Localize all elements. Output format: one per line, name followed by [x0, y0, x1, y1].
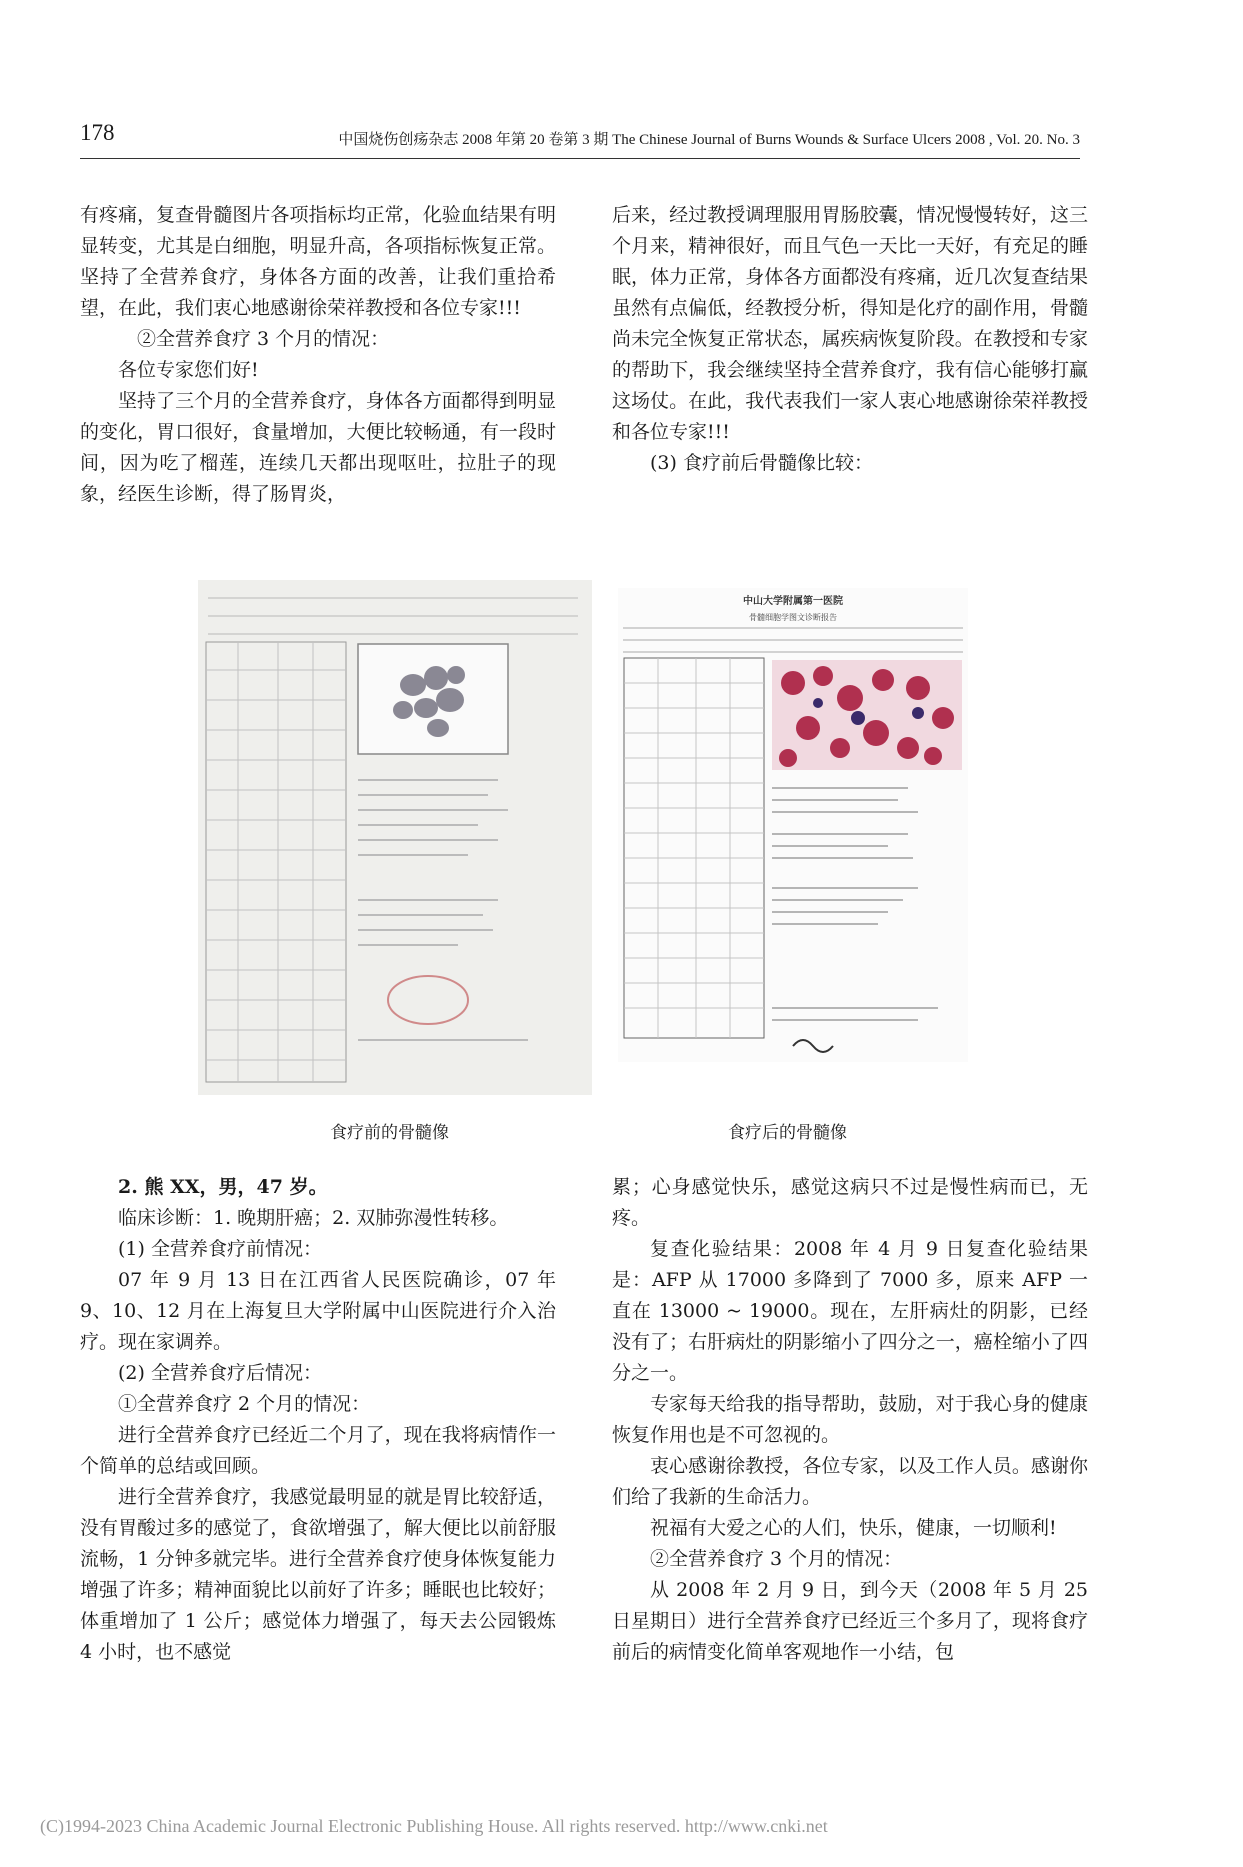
greeting: 各位专家您们好! — [118, 359, 259, 381]
subheading: ②全营养食疗 3 个月的情况： — [137, 328, 390, 350]
hospital-name: 中山大学附属第一医院 — [743, 596, 843, 607]
paragraph: 进行全营养食疗已经近二个月了，现在我将病情作一个简单的总结或回顾。 — [80, 1424, 556, 1477]
paragraph: 复查化验结果：2008 年 4 月 9 日复查化验结果是：AFP 从 17000 多降到了 7000 多，原来 AFP 一直在 13000 ~ 19000。现在，左肝病灶的阴影，已经没有了；右肝病灶的阴影缩小了四分之一，癌栓缩小了四分之一。 — [612, 1238, 1088, 1384]
column-top-left — [80, 200, 556, 510]
subheading: (2) 全营养食疗后情况： — [118, 1362, 322, 1384]
paragraph: 坚持了三个月的全营养食疗，身体各方面都得到明显的变化，胃口很好，食量增加，大便比较畅通，有一段时间，因为吃了榴莲，连续几天都出现呕吐，拉肚子的现象，经医生诊断，得了肠胃炎， — [80, 390, 556, 505]
bone-marrow-report-before — [198, 580, 592, 1095]
subheading: ①全营养食疗 2 个月的情况： — [118, 1393, 371, 1415]
case-heading: 2. 熊 XX，男，47 岁。 — [118, 1176, 328, 1198]
report-title: 骨髓细胞学图文诊断报告 — [749, 613, 837, 622]
figure-caption-after: 食疗后的骨髓像 — [728, 1123, 847, 1143]
paragraph: 衷心感谢徐教授，各位专家，以及工作人员。感谢你们给了我新的生命活力。 — [612, 1455, 1088, 1508]
column-bottom-left — [80, 1172, 556, 1668]
bone-marrow-report-after — [618, 588, 968, 1062]
paragraph: 祝福有大爱之心的人们，快乐，健康，一切顺利! — [650, 1517, 1057, 1539]
paragraph: 有疼痛，复查骨髓图片各项指标均正常，化验血结果有明显转变，尤其是白细胞，明显升高，各项指标恢复正常。坚持了全营养食疗，身体各方面的改善，让我们重拾希望，在此，我们衷心地感谢徐荣祥教授和各位专家!!! — [80, 204, 556, 319]
subheading: (1) 全营养食疗前情况： — [118, 1238, 322, 1260]
journal-title: 中国烧伤创疡杂志 2008 年第 20 卷第 3 期 The Chinese Journal of Burns Wounds & Surface Ulcers 2008 , Vol. 20. No. 3 — [338, 132, 1080, 148]
page-number: 178 — [80, 120, 115, 145]
paragraph: 进行全营养食疗，我感觉最明显的就是胃比较舒适，没有胃酸过多的感觉了，食欲增强了，解大便比以前舒服流畅，1 分钟多就完毕。进行全营养食疗使身体恢复能力增强了许多；精神面貌比以前好了许多；睡眠也比较好；体重增加了 1 公斤；感觉体力增强了，每天去公园锻炼 4 小时，也不感觉 — [80, 1486, 556, 1663]
paragraph: 累；心身感觉快乐，感觉这病只不过是慢性病而已，无疼。 — [612, 1176, 1088, 1229]
column-top-right — [612, 200, 1088, 479]
figure-caption-before: 食疗前的骨髓像 — [330, 1123, 449, 1143]
paragraph: 从 2008 年 2 月 9 日，到今天（2008 年 5 月 25 日星期日）进行全营养食疗已经近三个多月了，现将食疗前后的病情变化简单客观地作一小结，包 — [612, 1579, 1088, 1663]
report-scan-before — [198, 580, 592, 1095]
paragraph: 专家每天给我的指导帮助，鼓励，对于我心身的健康恢复作用也是不可忽视的。 — [612, 1393, 1088, 1446]
subheading: ②全营养食疗 3 个月的情况： — [650, 1548, 903, 1570]
running-header — [80, 118, 1080, 159]
paragraph: 07 年 9 月 13 日在江西省人民医院确诊，07 年 9、10、12 月在上海复旦大学附属中山医院进行介入治疗。现在家调养。 — [80, 1269, 556, 1353]
report-scan-after — [618, 588, 968, 1062]
paragraph: 后来，经过教授调理服用胃肠胶囊，情况慢慢转好，这三个月来，精神很好，而且气色一天比一天好，有充足的睡眠，体力正常，身体各方面都没有疼痛，近几次复查结果虽然有点偏低，经教授分析，得知是化疗的副作用，骨髓尚未完全恢复正常状态，属疾病恢复阶段。在教授和专家的帮助下，我会继续坚持全营养食疗，我有信心能够打赢这场仗。在此，我代表我们一家人衷心地感谢徐荣祥教授和各位专家!!! — [612, 204, 1088, 443]
copyright-footer: (C)1994-2023 China Academic Journal Electronic Publishing House. All rights reserved. http://www.cnki.net — [40, 1816, 828, 1836]
column-bottom-right — [612, 1172, 1088, 1668]
diagnosis: 临床诊断：1. 晚期肝癌；2. 双肺弥漫性转移。 — [118, 1207, 509, 1229]
subheading: (3) 食疗前后骨髓像比较： — [650, 452, 873, 474]
